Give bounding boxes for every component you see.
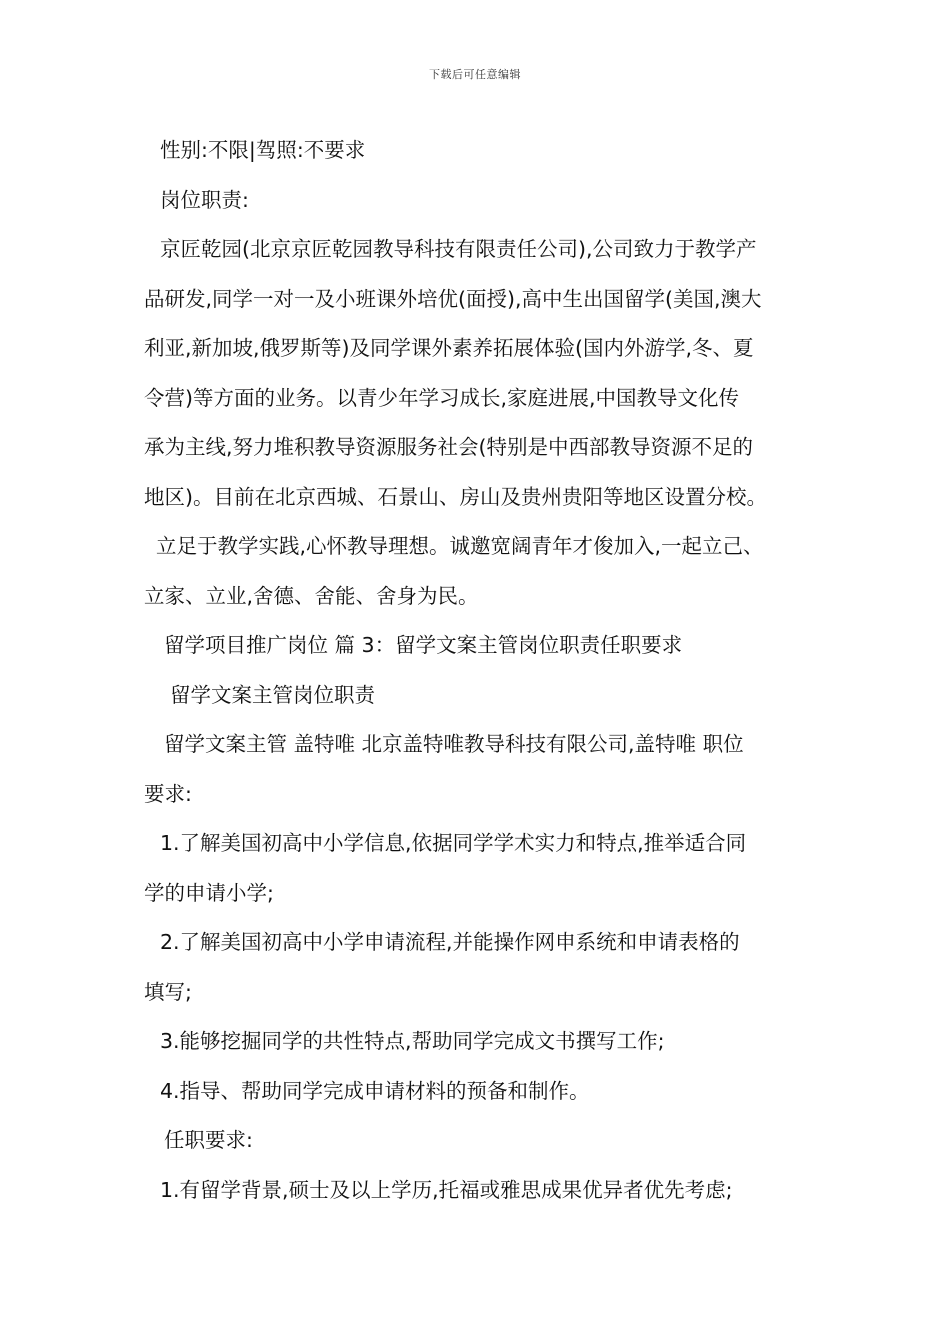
page-header: 下载后可任意编辑: [429, 68, 521, 81]
paragraph-line: 岗位职责:: [160, 187, 249, 212]
document-body: [144, 130, 824, 1219]
list-item: 3.能够挖掘同学的共性特点,帮助同学完成文书撰写工作;: [160, 1029, 665, 1053]
section-title: 留学项目推广岗位 篇 3：留学文案主管岗位职责任职要求: [164, 633, 683, 657]
section-subtitle: 留学文案主管岗位职责: [170, 682, 375, 707]
paragraph-line: 立足于教学实践,心怀教导理想。诚邀宽阔青年才俊加入,一起立己、: [156, 534, 764, 558]
paragraph-line: 令营)等方面的业务。以青少年学习成长,家庭进展,中国教导文化传: [144, 385, 740, 410]
paragraph-line: 京匠乾园(北京京匠乾园教导科技有限责任公司),公司致力于教学产: [160, 237, 757, 261]
paragraph-line: 性别:不限|驾照:不要求: [160, 138, 366, 162]
paragraph-line: 利亚,新加坡,俄罗斯等)及同学课外素养拓展体验(国内外游学,冬、夏: [144, 336, 754, 360]
list-item: 2.了解美国初高中小学申请流程,并能操作网申系统和申请表格的: [160, 930, 740, 954]
list-item: 4.指导、帮助同学完成申请材料的预备和制作。: [160, 1078, 590, 1103]
list-item: 1.有留学背景,硕士及以上学历,托福或雅思成果优异者优先考虑;: [160, 1177, 733, 1202]
paragraph-line: 留学文案主管 盖特唯 北京盖特唯教导科技有限公司,盖特唯 职位: [164, 732, 744, 756]
paragraph-line: 品研发,同学一对一及小班课外培优(面授),高中生出国留学(美国,澳大: [144, 286, 762, 311]
list-item-continuation: 填写;: [144, 979, 192, 1004]
section-heading: 任职要求:: [164, 1128, 253, 1152]
paragraph-line: 承为主线,努力堆积教导资源服务社会(特别是中西部教导资源不足的: [144, 435, 754, 459]
paragraph-line: 地区)。目前在北京西城、石景山、房山及贵州贵阳等地区设置分校。: [144, 484, 767, 509]
list-item: 1.了解美国初高中小学信息,依据同学学术实力和特点,推举适合同: [160, 831, 747, 855]
paragraph-line: 要求:: [144, 781, 192, 806]
paragraph-line: 立家、立业,舍德、舍能、舍身为民。: [144, 583, 479, 608]
list-item-continuation: 学的申请小学;: [144, 880, 274, 905]
